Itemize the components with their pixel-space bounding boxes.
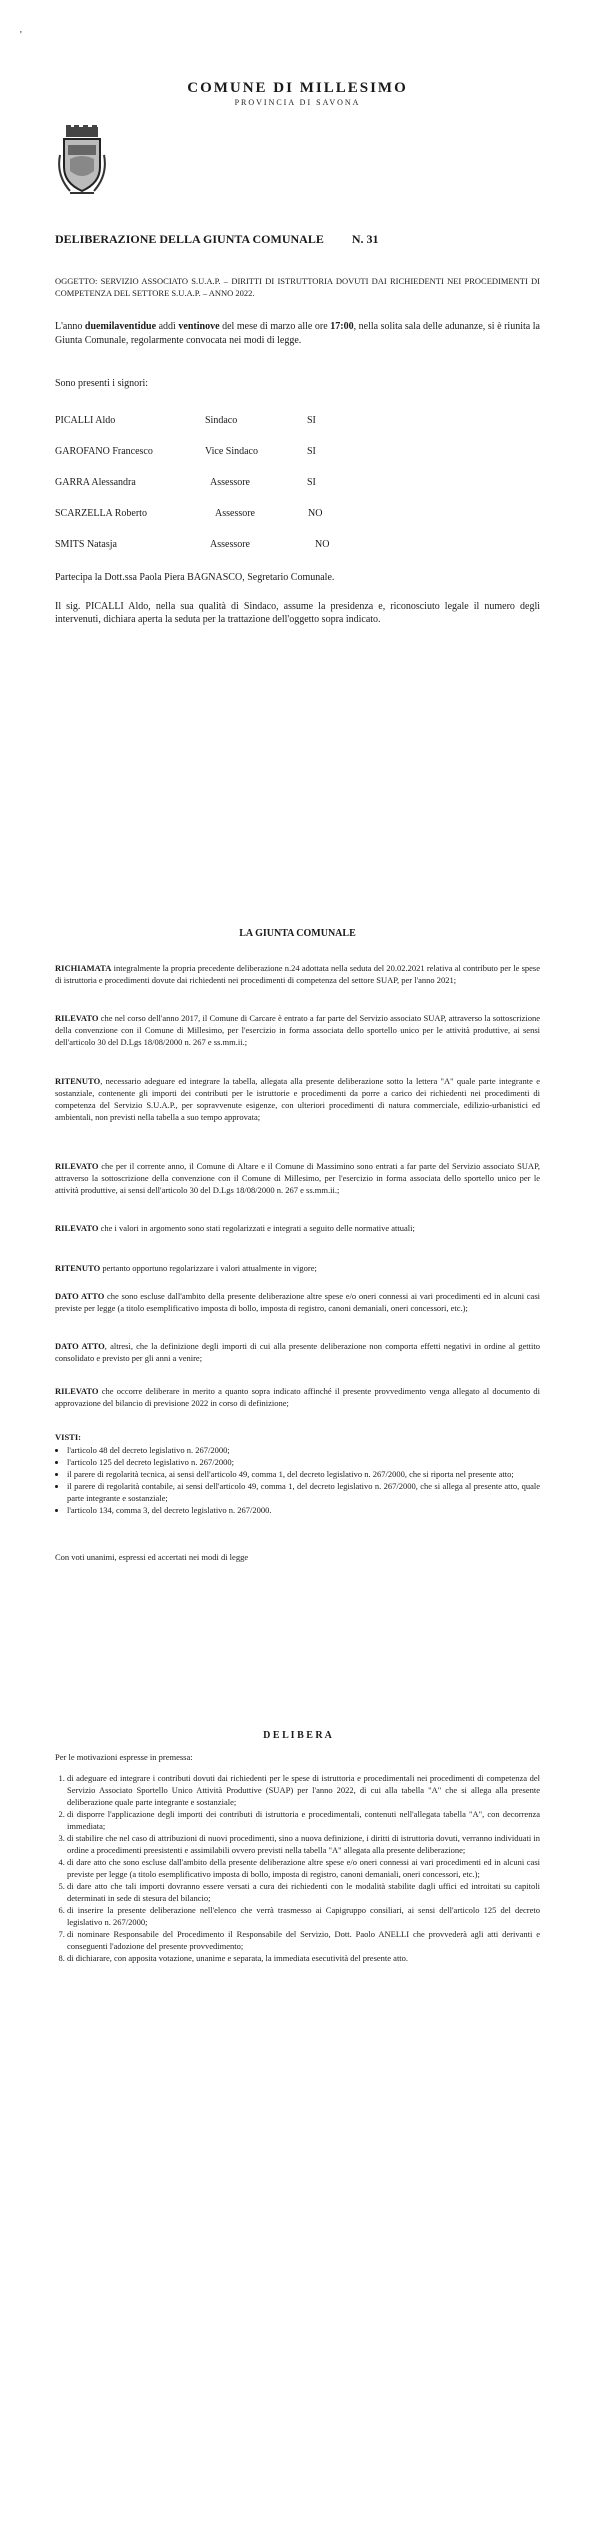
deliberation-number: N. 31 (351, 232, 379, 246)
list-item: 2. di disporre l'applicazione degli importi dei contributi di istruttoria e procedimentali, contenuti nell'allegata tabella "A", con decorrenza immediata; (67, 1808, 540, 1832)
list-item: 8. di dichiarare, con apposita votazione, unanime e separata, la immediata esecutività del presente atto. (67, 1952, 540, 1964)
attendee-row (55, 508, 475, 522)
corner-mark: ' (20, 30, 22, 41)
list-item: 3. di stabilire che nel caso di attribuzioni di nuovi procedimenti, sino a nuova definizione, i diritti di istruttoria dovuti, verranno individuati in ordine a procedimenti preesistenti e assimilabili ovvero previsti nella tabella "A" allegata alla presente deliberazione; (67, 1832, 540, 1856)
municipality-name: COMUNE DI MILLESIMO (187, 80, 408, 96)
attendee-present: SI (307, 477, 316, 488)
list-item: • il parere di regolarità tecnica, ai sensi dell'articolo 49, comma 1, del decreto legislativo n. 267/2000, che si riporta nel presente atto; (67, 1468, 540, 1480)
attendee-role: Assessore (210, 539, 250, 550)
visti-list (55, 1444, 540, 1516)
delibera-heading: D E L I B E R A (263, 1730, 332, 1741)
premise-paragraph: RITENUTO, necessario adeguare ed integrare la tabella, allegata alla presente deliberazione sotto la lettera "A" quale parte integrante e sostanziale, contenente gli importi dei contributi per le istruttorie e procedimenti da porre a carico dei richiedenti nei procedimenti di competenza del Servizio S.U.A.P., per sopravvenute esigenze, con ulteriori procedimenti di natura commerciale, edilizio-urbanistici ed ambientali, non previsti nella tabella a suo tempo approvata; (55, 1076, 540, 1122)
premise-paragraph: RICHIAMATA integralmente la propria precedente deliberazione n.24 adottata nella seduta del 20.02.2021 relativa al contributo per le spese di istruttoria e procedimenti dovute dai richiedenti nei procedimenti di competenza del settore SUAP, per l'anno 2021; (55, 963, 540, 985)
coat-of-arms-icon (56, 125, 108, 197)
premise-paragraph: DATO ATTO che sono escluse dall'ambito della presente deliberazione altre spese e/o oneri connessi ai vari procedimenti ed in alcuni casi previste per legge (a titolo esemplificativo imposta di bollo, imposta di registro, canoni demaniali, oneri concessori, etc.); (55, 1291, 540, 1313)
list-item: 7. di nominare Responsabile del Procedimento il Responsabile del Servizio, Dott. Paolo ANELLI che provvederà agli atti derivanti e conseguenti l'adozione del presente provvedimento; (67, 1928, 540, 1952)
list-item: 4. di dare atto che sono escluse dall'ambito della presente deliberazione altre spese e/o oneri connessi ai vari procedimenti ed in alcuni casi previste per legge (a titolo esemplificativo imposta di bollo, imposta di registro, canoni demaniali, oneri concessori, etc.); (67, 1856, 540, 1880)
premise-paragraph: RILEVATO che occorre deliberare in merito a quanto sopra indicato affinché il presente provvedimento venga allegato al documento di approvazione del bilancio di previsione 2022 in corso di definizione; (55, 1386, 540, 1408)
opening-statement: Il sig. PICALLI Aldo, nella sua qualità di Sindaco, assume la presidenza e, riconosciuto legale il numero degli intervenuti, dichiara aperta la seduta per la trattazione dell'oggetto sopra indicato. (55, 601, 540, 625)
meeting-day: ventinove (178, 321, 220, 332)
list-item: • l'articolo 125 del decreto legislativo n. 267/2000; (67, 1456, 540, 1468)
attendee-role: Assessore (210, 477, 250, 488)
list-item: • il parere di regolarità contabile, ai sensi dell'articolo 49, comma 1, del decreto legislativo n. 267/2000, che si allega al presente atto, quale parte integrante e sostanziale; (67, 1480, 540, 1504)
delibera-intro: Per le motivazioni espresse in premessa: (55, 1752, 193, 1762)
deliberation-title (55, 232, 379, 247)
subject: OGGETTO: SERVIZIO ASSOCIATO S.U.A.P. – DIRITTI DI ISTRUTTORIA DOVUTI DAI RICHIEDENTI NEI PROCEDIMENTI DI COMPETENZA DEL SETTORE S.U.A.P. – ANNO 2022. (55, 276, 540, 298)
present-label: Sono presenti i signori: (55, 378, 149, 389)
list-item: • l'articolo 134, comma 3, del decreto legislativo n. 267/2000. (67, 1504, 540, 1516)
attendee-name: GARRA Alessandra (55, 477, 136, 488)
premise-paragraph: RILEVATO che per il corrente anno, il Comune di Altare e il Comune di Massimino sono entrati a far parte del Servizio associato SUAP, attraverso la sottoscrizione della convenzione con il Comune di Millesimo, per l'esercizio in forma associata dello sportello unico per le attività produttive, ai sensi dell'articolo 30 del D.Lgs 18/08/2000 n. 267 e ss.mm.ii.; (55, 1161, 540, 1195)
attendee-row (55, 539, 475, 553)
attendee-role: Sindaco (205, 415, 238, 426)
secretary-note: Partecipa la Dott.ssa Paola Piera BAGNASCO, Segretario Comunale. (55, 572, 335, 583)
meeting-intro: L'anno duemilaventidue addì ventinove del mese di marzo alle ore 17:00, nella solita sala delle adunanze, si è riunita la Giunta Comunale, regolarmente convocata nei modi di legge. (55, 321, 540, 346)
giunta-heading: LA GIUNTA COMUNALE (239, 928, 356, 939)
deliberation-title-text: DELIBERAZIONE DELLA GIUNTA COMUNALE (55, 232, 324, 246)
premise-paragraph: RILEVATO che nel corso dell'anno 2017, il Comune di Carcare è entrato a far parte del Servizio associato SUAP, attraverso la sottoscrizione della convenzione con il Comune di Millesimo, per l'esercizio in forma associata dello sportello unico per le attività produttive, ai sensi dell'articolo 30 del D.Lgs 18/08/2000 n. 267 e ss.mm.ii.; (55, 1013, 540, 1047)
attendee-row (55, 415, 475, 429)
attendee-name: SCARZELLA Roberto (55, 508, 147, 519)
attendee-role: Assessore (215, 508, 255, 519)
list-item: 5. di dare atto che tali importi dovranno essere versati a cura dei richiedenti con le modalità stabilite dagli uffici ed introitati su capitoli determinati in sede di stesura del bilancio; (67, 1880, 540, 1904)
list-item: • l'articolo 48 del decreto legislativo n. 267/2000; (67, 1444, 540, 1456)
attendee-present: NO (308, 508, 323, 519)
attendee-row (55, 446, 475, 460)
delibera-list (55, 1772, 540, 1964)
visti-label: VISTI: (55, 1432, 81, 1442)
meeting-time: 17:00 (330, 321, 354, 332)
meeting-year: duemilaventidue (84, 321, 157, 332)
attendee-row (55, 477, 475, 491)
attendee-present: SI (307, 415, 316, 426)
attendee-name: GAROFANO Francesco (55, 446, 153, 457)
province-name: PROVINCIA DI SAVONA (234, 98, 361, 107)
votes-note: Con voti unanimi, espressi ed accertati nei modi di legge (55, 1552, 249, 1562)
premise-paragraph: RILEVATO che i valori in argomento sono stati regolarizzati e integrati a seguito delle normative attuali; (55, 1223, 415, 1233)
attendee-role: Vice Sindaco (205, 446, 258, 457)
premise-paragraph: RITENUTO pertanto opportuno regolarizzare i valori attualmente in vigore; (55, 1263, 317, 1273)
list-item: 1. di adeguare ed integrare i contributi dovuti dai richiedenti per le spese di istruttoria e procedimentali nei procedimenti di competenza del Servizio Associato Sportello Unico Attività Produttive (SUAP) per l'anno 2022, di cui alla tabella "A" che si allega alla presente deliberazione quale parte integrante e sostanziale; (67, 1772, 540, 1808)
attendee-present: NO (315, 539, 330, 550)
attendee-present: SI (307, 446, 316, 457)
attendee-name: SMITS Natasja (55, 539, 117, 550)
list-item: 6. di inserire la presente deliberazione nell'elenco che verrà trasmesso ai Capigruppo consiliari, ai sensi dell'articolo 125 del decreto legislativo n. 267/2000; (67, 1904, 540, 1928)
premise-paragraph: DATO ATTO, altresì, che la definizione degli importi di cui alla presente deliberazione non comporta effetti negativi in ordine al gettito consolidato e previsto per gli anni a venire; (55, 1341, 540, 1363)
attendee-name: PICALLI Aldo (55, 415, 116, 426)
